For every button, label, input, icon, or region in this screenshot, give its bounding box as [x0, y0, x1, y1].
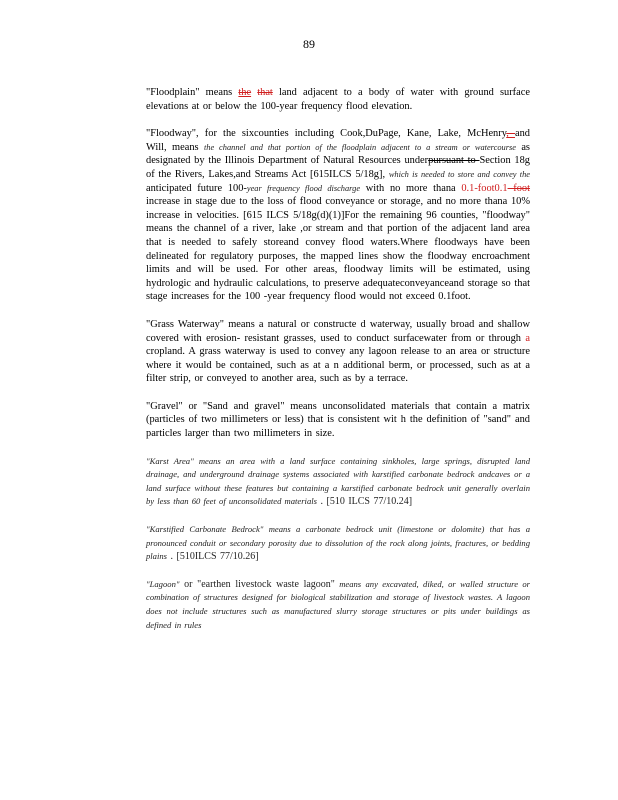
inserted-text: 0.1-foot0.1 — [461, 182, 508, 194]
deleted-italic-text: the channel and that portion of the floodplain adjacent to a stream or watercourse — [203, 142, 516, 152]
citation: . [510ILCS 77/10.26] — [167, 551, 259, 563]
citation: . [510 ILCS 77/10.24] — [316, 496, 413, 508]
inserted-text: a — [525, 332, 530, 344]
term-floodway: "Floodway", — [146, 128, 199, 140]
term-lagoon: "Lagoon" — [146, 578, 180, 589]
document-body — [146, 86, 530, 646]
definition-lagoon: "Lagoon" or "earthen livestock waste lagoon" means any excavated, diked, or walled structure or combination of structures designed for biological stabilization and storage of livestock wastes. A lagoon does not include structures such as manufactured slurry storage structures or pits under buildings as defined in rules — [146, 578, 530, 630]
definition-karst-area: "Karst Area" means an area with a land surface containing sinkholes, large springs, disrupted land drainage, and underground drainage systems associated with karstified carbonate bedrock andcaves or a land surface without these features but containing a karstified carbonate bedrock unit generally overlain by less than 60 feet of unconsolidated materials . [510 ILCS 77/10.24] — [146, 455, 530, 508]
inserted-text: , — [506, 128, 515, 140]
term-floodplain: "Floodplain" — [146, 87, 200, 98]
deleted-italic-text: year frequency flood discharge — [246, 183, 361, 193]
page-number: 89 — [303, 37, 315, 51]
inserted-text: the — [238, 87, 252, 98]
definition-gravel: "Gravel" or "Sand and gravel" means unconsolidated materials that contain a matrix (particles of two millimeters or less) that is consistent wit h the definition of "sand" and particles larger than two millimeters in size. — [146, 400, 530, 440]
deleted-italic-text: which is needed to store and convey the — [388, 169, 530, 179]
deleted-text: that — [257, 87, 273, 98]
deleted-text: pursuant to — [428, 155, 480, 167]
definition-floodplain: "Floodplain" means the that land adjacent to a body of water with ground surface elevations at or below the 100-year frequency flood elevation. — [146, 87, 530, 112]
definition-karstified-carbonate-bedrock: "Karstified Carbonate Bedrock" means a carbonate bedrock unit (limestone or dolomite) that has a pronounced conduit or secondary porosity due to dissolution of the rock along joints, fractures, or bedding plains . [510ILCS 77/10.26] — [146, 524, 530, 563]
definition-grass-waterway: "Grass Waterway" means a natural or constructe d waterway, usually broad and shallow covered with erosion- resistant grasses, used to conduct surfacewater from or through a cropland. A grass waterway is used to convey any lagoon release to an area or structure where it would be contained, such as at a n additional berm, or processed, such as at a filter strip, or conveyed to another area, such as by a terrace. — [146, 318, 530, 385]
definition-floodway: "Floodway", for the sixcounties including Cook,DuPage, Kane, Lake, McHenry, and Will, means the channel and that portion of the floodplain adjacent to a stream or watercourse as designated by the Illinois Department of Natural Resources underpursuant to Section 18g of the Rivers, Lakes,and Streams Act [615ILCS 5/18g], which is needed to store and convey the anticipated future 100-year frequency flood discharge with no more thana 0.1-foot0.1 foot increase in stage due to the loss of flood conveyance or storage, and no more thana 10% increase in velocities. [615 ILCS 5/18g(d)(1)]For the remaining 96 counties, "floodway" means the channel of a river, lake ,or stream and that portion of the adjacent land area that is needed to safely storeand convey flood waters.Where floodways have been delineated for regulatory purposes, the mapped lines show the floodway encroachment limits and will be used. For other areas, floodway limits will be estimated, using hydrologic and hydraulic calculations, to preserve adequateconveyanceand storage so that stage increases for the 100 -year frequency flood would not exceed 0.1foot. — [146, 128, 531, 303]
deleted-text: foot — [507, 182, 531, 194]
